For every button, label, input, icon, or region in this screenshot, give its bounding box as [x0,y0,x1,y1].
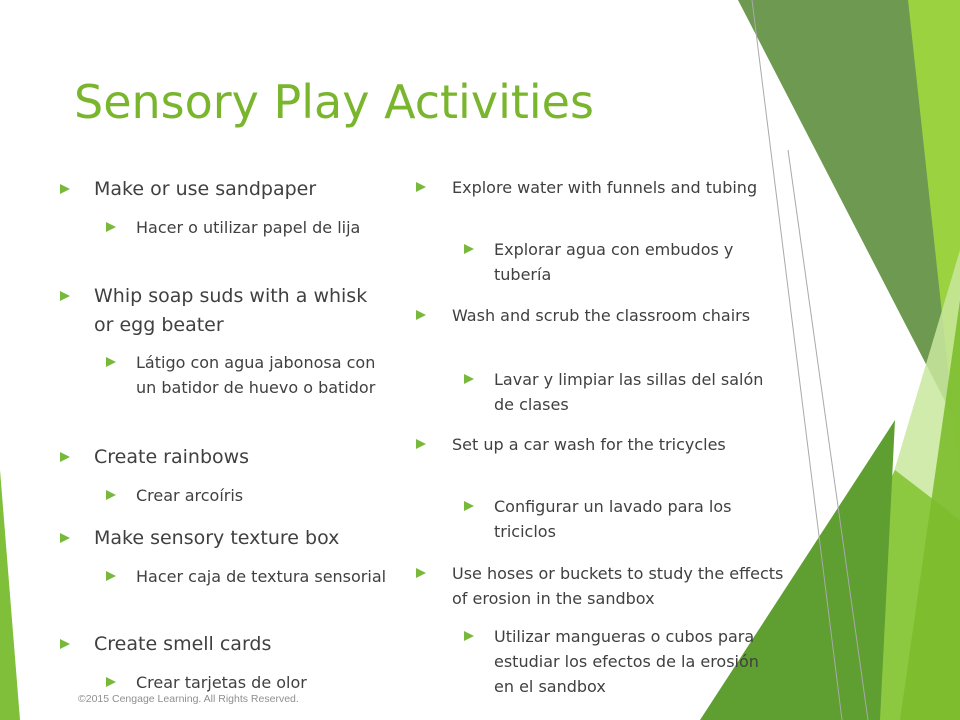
left-edge-stripe [0,470,20,720]
copyright-footer: ©2015 Cengage Learning. All Rights Reserved. [78,693,299,705]
triangle-right-icon [464,244,474,254]
bullet-text: Explore water with funnels and tubing [452,178,758,197]
bullet-item [60,524,390,553]
bullet-text: Use hoses or buckets to study the effects of erosion in the sandbox [452,564,784,608]
triangle-right-icon [416,439,426,449]
slide-title: Sensory Play Activities [74,75,594,129]
triangle-right-icon [106,490,116,500]
sub-bullet-text: Explorar agua con embudos y tubería [494,240,734,284]
sub-bullet-text: Lavar y limpiar las sillas del salón de clases [494,370,764,414]
triangle-right-icon [60,452,70,462]
sub-bullet-text: Utilizar mangueras o cubos para estudiar los efectos de la erosión en el sandbox [494,627,759,696]
bullet-item [60,630,390,659]
bullet-text: Make or use sandpaper [94,178,317,200]
bullet-item [416,175,786,200]
bullet-item [60,282,390,340]
bullet-item [416,432,786,457]
sub-bullet-item [106,215,396,240]
sub-bullet-text: Crear arcoíris [136,486,244,505]
sub-bullet-item [464,367,779,417]
bullet-text: Set up a car wash for the tricycles [452,435,726,454]
sub-bullet-text: Hacer o utilizar papel de lija [136,218,361,237]
triangle-right-icon [60,533,70,543]
sub-bullet-item [106,670,396,695]
triangle-right-icon [464,501,474,511]
bullet-text: Make sensory texture box [94,527,340,549]
sub-bullet-text: Configurar un lavado para los triciclos [494,497,732,541]
triangle-right-icon [106,357,116,367]
bullet-item [60,443,390,472]
sub-bullet-item [106,564,396,589]
bullet-text: Create rainbows [94,446,250,468]
triangle-right-icon [60,291,70,301]
triangle-right-icon [416,310,426,320]
bullet-item [416,561,786,611]
triangle-right-icon [416,568,426,578]
sub-bullet-item [106,350,396,400]
triangle-right-icon [106,571,116,581]
bullet-text: Whip soap suds with a whisk or egg beater [94,285,368,336]
triangle-right-icon [106,222,116,232]
sub-bullet-item [106,483,396,508]
bullet-text: Create smell cards [94,633,272,655]
triangle-right-icon [416,182,426,192]
sub-bullet-item [464,494,779,544]
sub-bullet-text: Látigo con agua jabonosa con un batidor de huevo o batidor [136,353,376,397]
triangle-right-icon [60,184,70,194]
bullet-item [60,175,390,204]
triangle-right-icon [464,631,474,641]
triangle-right-icon [106,677,116,687]
bullet-text: Wash and scrub the classroom chairs [452,306,751,325]
sub-bullet-text: Hacer caja de textura sensorial [136,567,387,586]
bullet-item [416,303,786,328]
sub-bullet-item [464,237,779,287]
sub-bullet-item [464,624,779,699]
triangle-right-icon [464,374,474,384]
triangle-right-icon [60,639,70,649]
sub-bullet-text: Crear tarjetas de olor [136,673,307,692]
